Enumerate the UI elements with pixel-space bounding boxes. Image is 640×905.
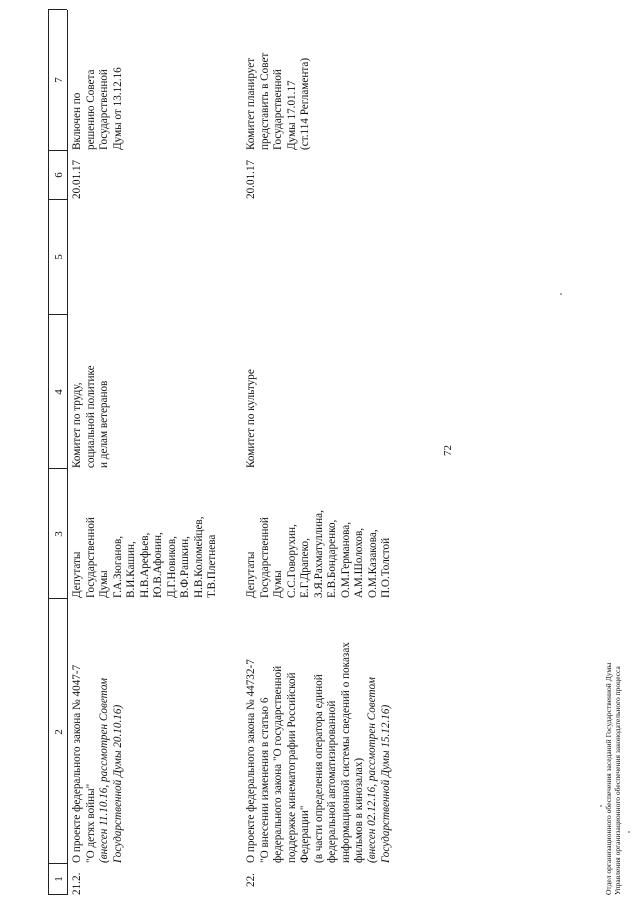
col-divider: [48, 199, 67, 200]
col-divider: [48, 9, 67, 10]
footer-line: Отдел организационного обеспечения заседаний Государственной Думы: [604, 662, 613, 895]
bill-committee: Комитет по труду, социальной политике и делам ветеранов: [71, 365, 110, 468]
bill-date: 20.01.17: [245, 159, 257, 199]
column-header: 6: [53, 172, 65, 178]
column-header: 5: [53, 254, 65, 260]
bill-title: О проекте федерального закона № 4047-7 "О детях войны": [71, 664, 97, 863]
col-divider: [48, 314, 67, 315]
column-header: 3: [53, 531, 65, 537]
col-divider: [48, 150, 67, 151]
footer-line: Управления организационного обеспечения законодательного процесса: [613, 666, 622, 895]
scan-speck: [628, 831, 630, 833]
bill-date: 20.01.17: [71, 159, 83, 199]
bill-note: (внесен 02.12.16, рассмотрен Советом Государственной Думы 15.12.16): [366, 677, 392, 863]
bill-status: Комитет планирует представить в Совет Государственной Думы 17.01.17 (ст.114 Регламента): [245, 52, 311, 150]
scan-speck: [560, 293, 562, 295]
bill-committee: Комитет по культуре: [245, 369, 257, 468]
bill-title: О проекте федерального закона № 44732-7 "О внесении изменения в статью 6 федерального закона "О государственной поддержке кинематографии Российской Федерации" (в части определения оператора единой федеральной автоматизированной информационной системы сведений о показах фильмов в кинозалах): [245, 642, 365, 863]
column-header: 1: [53, 876, 65, 882]
row-number: 21.2.: [71, 872, 83, 895]
bill-note: (внесен 11.10.16, рассмотрен Советом Государственной Думы 20.10.16): [98, 677, 124, 863]
column-header: 2: [53, 729, 65, 735]
scan-speck: [600, 805, 602, 807]
table-top-border: [48, 10, 49, 895]
col-divider: [48, 598, 67, 599]
bill-authors: Депутаты Государственной Думы С.С.Говорухин, Е.Г.Драпеко, З.Я.Рахматуллина, Е.В.Бондаренко, О.М.Германова, А.М.Шолохов, О.М.Казакова, П.О.Толстой: [245, 510, 392, 598]
row-number: 22.: [245, 873, 257, 887]
column-header: 4: [53, 389, 65, 395]
bill-authors: Депутаты Государственной Думы Г.А.Зюганов, В.И.Кашин, Н.В.Арефьев, Ю.В.Афонин, Д.Г.Новиков, В.Ф.Рашкин, Н.В.Коломейцев, Т.В.Плетнева: [71, 516, 218, 598]
header-bottom-border: [67, 10, 68, 895]
bill-status: Включен по решению Совета Государственной Думы от 13.12.16: [71, 67, 124, 150]
col-divider: [48, 468, 67, 469]
column-header: 7: [53, 77, 65, 83]
page-number: 72: [442, 445, 454, 456]
